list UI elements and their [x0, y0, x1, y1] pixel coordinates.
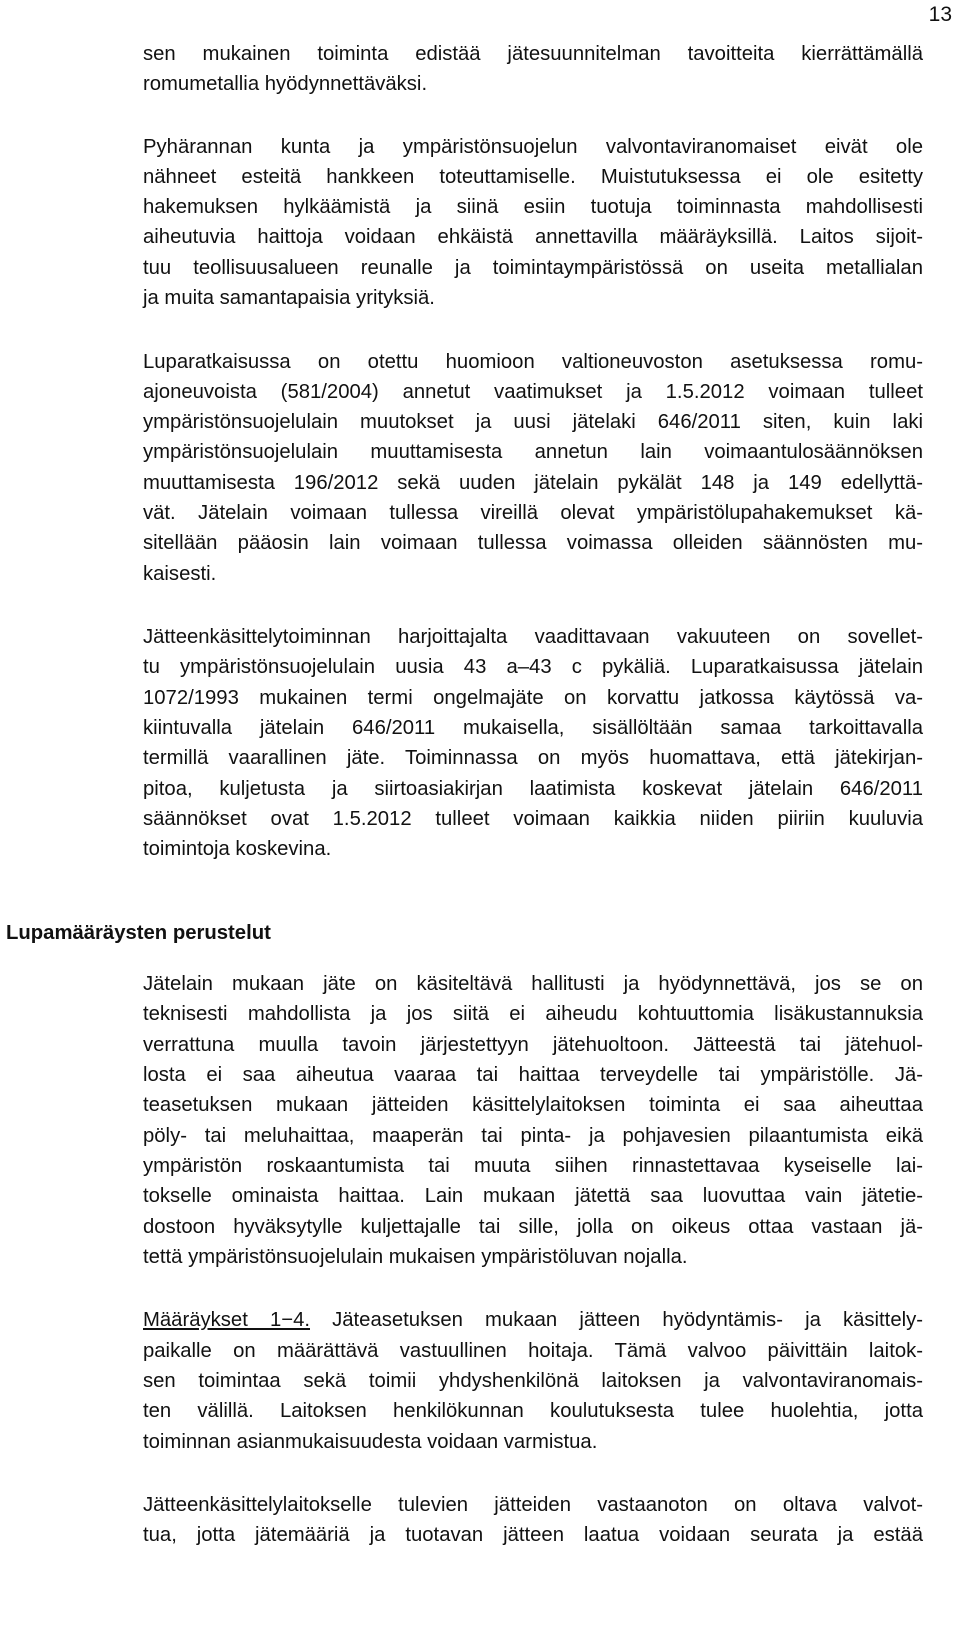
text-line-content: teasetuksen mukaan jätteiden käsittelylaitoksen toiminta ei saa aiheuttaa	[143, 1094, 923, 1116]
text-line-content: sen mukainen toiminta edistää jätesuunnitelman tavoitteita kierrättämällä	[143, 43, 923, 65]
text-line	[143, 561, 923, 587]
text-line	[143, 194, 923, 220]
text-line	[143, 1214, 923, 1240]
text-line	[143, 715, 923, 741]
text-line-content: ympäristönsuojelulain muutokset ja uusi jätelaki 646/2011 siten, kuin laki	[143, 411, 923, 433]
text-line	[143, 1001, 923, 1027]
text-line	[143, 776, 923, 802]
text-line-content: sitellään pääosin lain voimaan tullessa voimassa olleiden säännösten mu-	[143, 532, 923, 554]
text-line-content: tua, jotta jätemääriä ja tuotavan jätteen laatua voidaan seurata ja estää	[143, 1524, 923, 1546]
text-line	[143, 1429, 923, 1455]
text-line-content: hakemuksen hylkäämistä ja siinä esiin tuotuja toiminnasta mahdollisesti	[143, 196, 923, 218]
text-line-content: muuttamisesta 196/2012 sekä uuden jätelain pykälät 148 ja 149 edellyttä-	[143, 472, 923, 494]
text-line-content: toimintoja koskevina.	[143, 838, 332, 860]
text-line-content: sen toimintaa sekä toimii yhdyshenkilönä laitoksen ja valvontaviranomais-	[143, 1370, 923, 1392]
text-line	[143, 255, 923, 281]
text-line	[143, 349, 923, 375]
text-line-content: tu ympäristönsuojelulain uusia 43 a–43 c pykäliä. Luparatkaisussa jätelain	[143, 656, 923, 678]
text-line	[143, 379, 923, 405]
text-line-content: tettä ympäristönsuojelulain mukaisen ympäristöluvan nojalla.	[143, 1246, 688, 1268]
text-line	[143, 1183, 923, 1209]
text-line	[143, 1398, 923, 1424]
text-line	[143, 71, 923, 97]
text-line	[143, 285, 923, 311]
text-line	[143, 500, 923, 526]
underlined-reference: Määräykset 1−4.	[143, 1309, 310, 1331]
text-line	[143, 164, 923, 190]
text-line-content: ympäristön roskaantumista tai muuta siihen rinnastettavaa kyseiselle lai-	[143, 1155, 923, 1177]
text-line	[143, 41, 923, 67]
text-line	[143, 745, 923, 771]
text-line	[143, 654, 923, 680]
text-line	[143, 409, 923, 435]
text-line-content: pöly- tai meluhaittaa, maaperän tai pinta- ja pohjavesien pilaantumista eikä	[143, 1125, 923, 1147]
text-line-content: Luparatkaisussa on otettu huomioon valtioneuvoston asetuksessa romu-	[143, 351, 923, 373]
text-line-content: Jätelain mukaan jäte on käsiteltävä hallitusti ja hyödynnettävä, jos se on	[143, 973, 923, 995]
text-line-content: säännökset ovat 1.5.2012 tulleet voimaan kaikkia niiden piiriin kuuluvia	[143, 808, 923, 830]
text-line-content: losta ei saa aiheutua vaaraa tai haittaa terveydelle tai ympäristölle. Jä-	[143, 1064, 923, 1086]
text-line	[143, 439, 923, 465]
text-line-content: Jätteenkäsittelylaitokselle tulevien jätteiden vastaanoton on oltava valvot-	[143, 1494, 923, 1516]
section-heading: Lupamääräysten perustelut	[6, 922, 271, 944]
text-line	[143, 1307, 923, 1333]
text-line-content: nähneet esteitä hankkeen toteuttamiselle. Muistutuksessa ei ole esitetty	[143, 166, 923, 188]
text-line	[143, 806, 923, 832]
text-line	[143, 1338, 923, 1364]
text-line	[143, 1123, 923, 1149]
text-line-content: tokselle ominaista haittaa. Lain mukaan jätettä saa luovuttaa vain jätetie-	[143, 1185, 923, 1207]
text-line	[143, 1368, 923, 1394]
text-line-content: Jäteasetuksen mukaan jätteen hyödyntämis- ja käsittely-	[310, 1309, 923, 1331]
text-line	[143, 1522, 923, 1548]
text-line	[143, 1032, 923, 1058]
text-line	[143, 1153, 923, 1179]
text-line-content: pitoa, kuljetusta ja siirtoasiakirjan laatimista koskevat jätelain 646/2011	[143, 778, 923, 800]
text-line-content: kiintuvalla jätelain 646/2011 mukaisella, sisällöltään samaa tarkoittavalla	[143, 717, 923, 739]
text-line	[143, 624, 923, 650]
text-line	[143, 1062, 923, 1088]
text-line-content: romumetallia hyödynnettäväksi.	[143, 73, 428, 95]
text-line	[143, 134, 923, 160]
text-line	[143, 224, 923, 250]
text-line	[143, 530, 923, 556]
text-line	[143, 1092, 923, 1118]
text-line-content: ajoneuvoista (581/2004) annetut vaatimukset ja 1.5.2012 voimaan tulleet	[143, 381, 923, 403]
text-line	[143, 1492, 923, 1518]
text-line-content: aiheutuvia haittoja voidaan ehkäistä annettavilla määräyksillä. Laitos sijoit-	[143, 226, 923, 248]
text-line-content: verrattuna muulla tavoin järjestettyyn jätehuoltoon. Jätteestä tai jätehuol-	[143, 1034, 923, 1056]
text-line	[143, 685, 923, 711]
text-line-content: Jätteenkäsittelytoiminnan harjoittajalta vaadittavaan vakuuteen on sovellet-	[143, 626, 923, 648]
text-line	[143, 470, 923, 496]
text-line-content: teknisesti mahdollista ja jos siitä ei aiheudu kohtuuttomia lisäkustannuksia	[143, 1003, 923, 1025]
text-line-content: dostoon hyväksytylle kuljettajalle tai sille, jolla on oikeus ottaa vastaan jä-	[143, 1216, 923, 1238]
text-line-content: 1072/1993 mukainen termi ongelmajäte on korvattu jatkossa käytössä va-	[143, 687, 923, 709]
text-line	[143, 1244, 923, 1270]
text-line-content: ten välillä. Laitoksen henkilökunnan koulutuksesta tulee huolehtia, jotta	[143, 1400, 923, 1422]
text-line-content: Pyhärannan kunta ja ympäristönsuojelun valvontaviranomaiset eivät ole	[143, 136, 923, 158]
text-line-content: ympäristönsuojelulain muuttamisesta annetun lain voimaantulosäännöksen	[143, 441, 923, 463]
text-line-content: paikalle on määrättävä vastuullinen hoitaja. Tämä valvoo päivittäin laitok-	[143, 1340, 923, 1362]
text-line	[143, 836, 923, 862]
text-line-content: vät. Jätelain voimaan tullessa vireillä olevat ympäristölupahakemukset kä-	[143, 502, 923, 524]
text-line-content: ja muita samantapaisia yrityksiä.	[143, 287, 435, 309]
text-line-content: tuu teollisuusalueen reunalle ja toimintaympäristössä on useita metallialan	[143, 257, 923, 279]
text-line-content: kaisesti.	[143, 563, 217, 585]
text-line-content: termillä vaarallinen jäte. Toiminnassa on myös huomattava, että jätekirjan-	[143, 747, 923, 769]
text-line-content: toiminnan asianmukaisuudesta voidaan varmistua.	[143, 1431, 598, 1453]
text-line	[143, 971, 923, 997]
page-number: 13	[928, 3, 952, 26]
